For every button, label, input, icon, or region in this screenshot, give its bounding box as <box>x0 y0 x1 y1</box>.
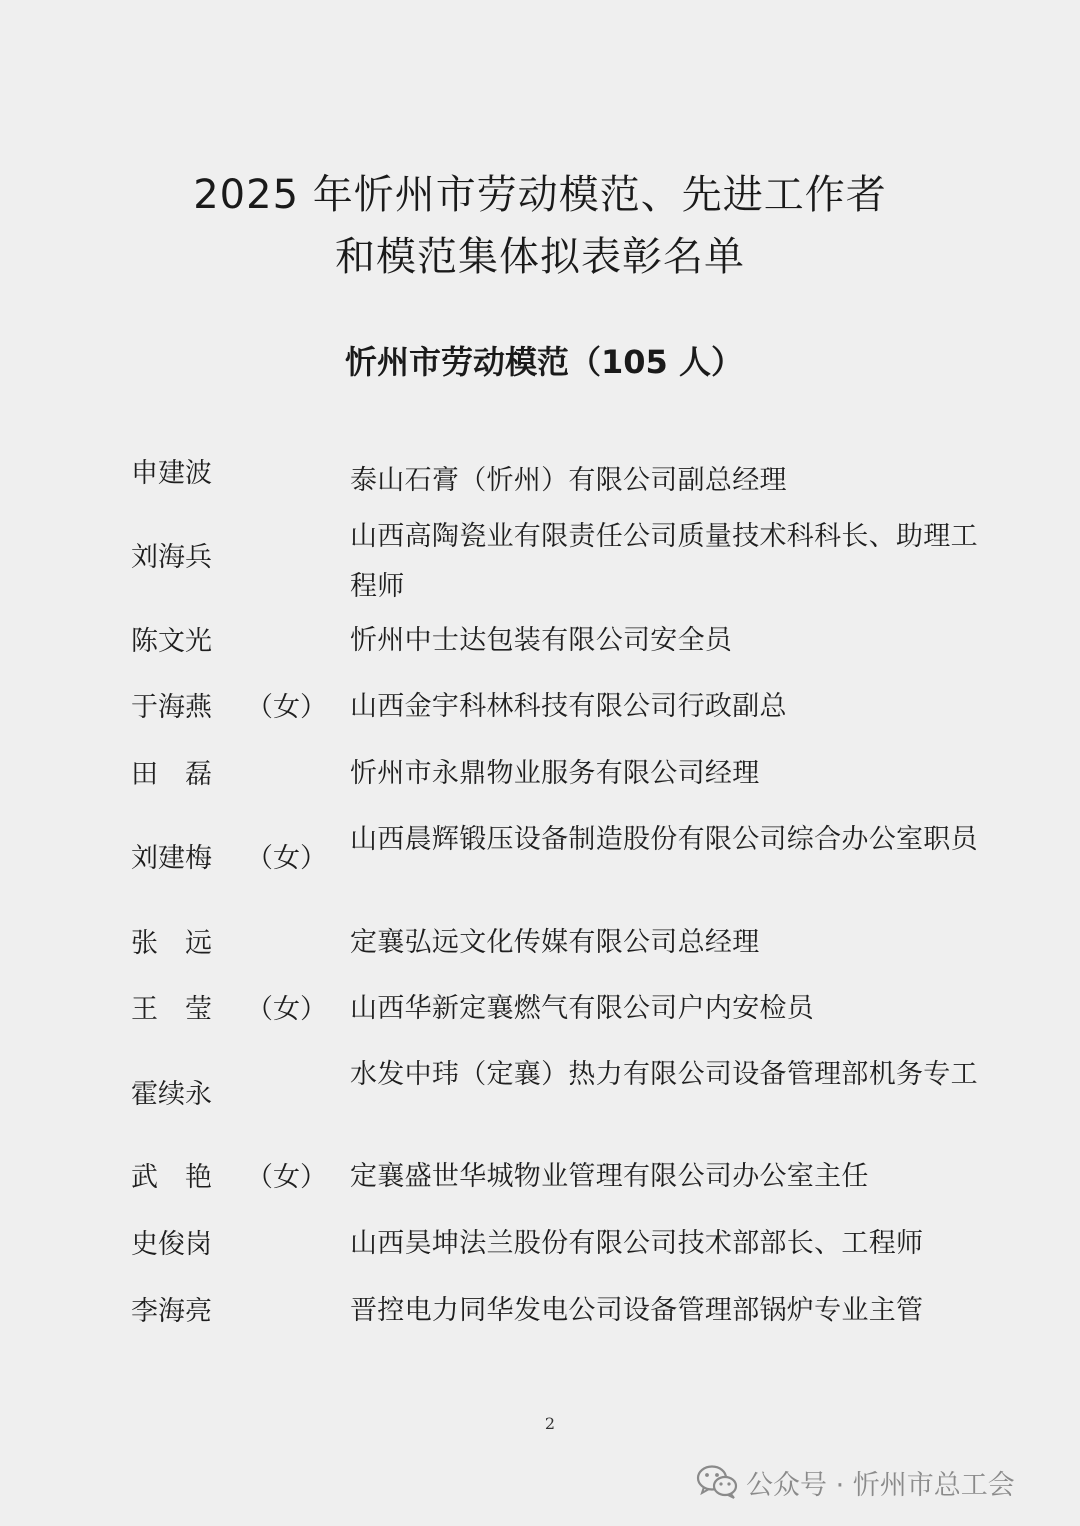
entry-gender: （女） <box>246 692 327 723</box>
entry-description: 定襄盛世华城物业管理有限公司办公室主任 <box>350 1161 869 1192</box>
entry-description: 山西华新定襄燃气有限公司户内安检员 <box>350 993 815 1024</box>
entry-description: 忻州中士达包装有限公司安全员 <box>350 625 733 656</box>
entry-description: 水发中玮（定襄）热力有限公司设备管理部机务专工 <box>350 1059 978 1090</box>
entry-name: 于海燕 <box>131 692 212 723</box>
entry-description: 忻州市永鼎物业服务有限公司经理 <box>350 758 760 789</box>
watermark <box>696 1458 1015 1506</box>
entry-name: 武 艳 <box>131 1162 212 1193</box>
entry-name: 刘建梅 <box>131 843 212 874</box>
entry-description: 山西高陶瓷业有限责任公司质量技术科科长、助理工程师 <box>350 521 978 602</box>
entry-gender: （女） <box>246 843 327 874</box>
page-number: 2 <box>544 1414 556 1433</box>
entry-description: 山西金宇科林科技有限公司行政副总 <box>350 691 787 722</box>
entry-gender: （女） <box>246 1162 327 1193</box>
watermark-text: 公众号 · 忻州市总工会 <box>746 1469 1015 1501</box>
entry-description: 定襄弘远文化传媒有限公司总经理 <box>350 927 760 958</box>
section-heading: 忻州市劳动模范（105 人） <box>345 343 743 381</box>
document-title <box>0 164 1080 288</box>
title-line-2: 和模范集体拟表彰名单 <box>335 234 745 280</box>
entry-gender: （女） <box>246 994 327 1025</box>
entry-name: 史俊岗 <box>131 1229 212 1260</box>
title-line-1: 2025 年忻州市劳动模范、先进工作者 <box>193 172 887 218</box>
wechat-icon <box>696 1464 738 1500</box>
entry-name: 申建波 <box>131 458 212 489</box>
entry-name: 霍续永 <box>131 1079 212 1110</box>
entry-name: 田 磊 <box>131 759 212 790</box>
entry-name: 张 远 <box>131 928 212 959</box>
entry-description: 泰山石膏（忻州）有限公司副总经理 <box>350 465 787 496</box>
entry-name: 王 莹 <box>131 994 212 1025</box>
entry-name: 李海亮 <box>131 1296 212 1327</box>
entry-description: 晋控电力同华发电公司设备管理部锅炉专业主管 <box>350 1295 924 1326</box>
entry-name: 刘海兵 <box>131 542 212 573</box>
entry-description: 山西晨辉锻压设备制造股份有限公司综合办公室职员 <box>350 824 978 855</box>
entry-description: 山西昊坤法兰股份有限公司技术部部长、工程师 <box>350 1228 924 1259</box>
entry-name: 陈文光 <box>131 626 212 657</box>
